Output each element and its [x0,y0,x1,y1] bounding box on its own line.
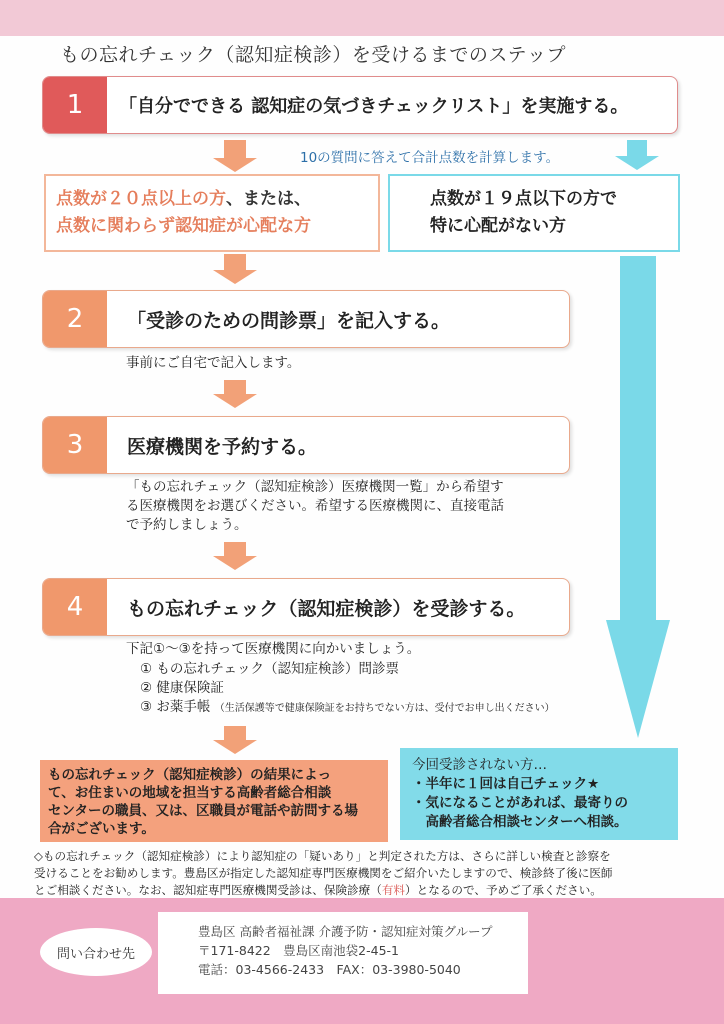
step-2-number: 2 [43,291,107,347]
branch-right-box [388,174,680,252]
step-3-note-line: 「もの忘れチェック（認知症検診）医療機関一覧」から希望す [126,479,504,495]
step-1-number: 1 [43,77,107,133]
branch-right-line2: 特に心配がない方 [430,216,566,236]
arrow-head [213,556,257,570]
branch-left-strong: 点数が２０点以上の方 [56,189,226,209]
footnote [34,848,704,899]
footnote-line: 受けることをお勧めします。豊島区が指定した認知症専門医療機関をご紹介いたしますので、検診終了後に医師 [34,866,613,880]
footnote-line: ◇もの忘れチェック（認知症検診）により認知症の「疑いあり」と判定された方は、さらに詳しい検査と診察を [34,849,611,863]
item-note: （生活保護等で健康保険証をお持ちでない方は、受付でお申し出ください） [214,703,555,714]
branch-left-rest: 、または、 [226,189,311,209]
branch-left-box [44,174,380,252]
result-line: 合がございます。 [48,821,155,837]
result-line: センターの職員、又は、区職員が電話や訪問する場 [48,803,358,819]
result-line: もの忘れチェック（認知症検診）の結果によっ [48,767,332,783]
step-4-number: 4 [43,579,107,635]
contact-label-bubble [40,928,152,976]
arrow-head [213,270,257,284]
step-2-box [42,290,570,348]
step-3-note [126,478,566,535]
item-mark: ③ [140,699,153,715]
top-band [0,0,724,36]
contact-label: 問い合わせ先 [56,946,135,962]
branch-right-line1: 点数が１９点以下の方で [430,189,617,209]
step-3-note-line: る医療機関をお選びください。希望する医療機関に、直接電話 [126,498,504,514]
no-exam-bullet: ・半年に１回は自己チェック★ [412,776,600,792]
no-exam-bullet: ・気になることがあれば、最寄りの [412,795,628,811]
step-3-number: 3 [43,417,107,473]
page-title: もの忘れチェック（認知症検診）を受けるまでのステップ [60,44,567,66]
paid-label: 有料 [381,883,406,897]
step-4-items [140,660,610,718]
cyan-arrow-stem [627,140,647,156]
step-4-intro: 下記①～③を持って医療機関に向かいましょう。 [126,641,421,657]
step-3-text: 医療機関を予約する。 [127,435,318,458]
calc-note: 10の質問に答えて合計点数を計算します。 [300,150,560,166]
cyan-arrow-head [615,156,659,170]
step-2-note: 事前にご自宅で記入します。 [126,355,301,371]
step-1-box [42,76,678,134]
item-mark: ① [140,661,153,677]
step-4-text: もの忘れチェック（認知症検診）を受診する。 [127,597,526,620]
no-exam-bullet: 高齢者総合相談センターへ相談。 [412,814,628,830]
result-box [40,760,388,842]
contact-card [158,912,528,994]
arrow-head [213,158,257,172]
contact-org: 豊島区 高齢者福祉課 介護予防・認知症対策グループ [198,924,493,939]
result-line: て、お住まいの地域を担当する高齢者総合相談 [48,785,332,801]
cyan-long-arrow-head [606,620,670,738]
arrow-stem [224,542,246,556]
arrow-stem [224,726,246,740]
step-3-note-line: で予約しましょう。 [126,517,248,533]
arrow-head [213,740,257,754]
step-1-text: 「自分でできる 認知症の気づきチェックリスト」を実施する。 [119,96,629,117]
item-label: 健康保険証 [156,680,224,696]
arrow-stem [224,254,246,270]
contact-address: 〒171-8422 豊島区南池袋2-45-1 [198,943,400,958]
item-label: もの忘れチェック（認知症検診）問診票 [156,661,400,677]
no-exam-box [400,748,678,840]
step-2-text: 「受診のための問診票」を記入する。 [127,309,451,332]
no-exam-heading: 今回受診されない方… [412,757,547,773]
cyan-long-arrow-stem [620,256,656,622]
arrow-head [213,394,257,408]
contact-phone: 電話：03-4566-2433 FAX：03-3980-5040 [198,962,461,977]
item-mark: ② [140,680,153,696]
arrow-stem [224,380,246,394]
step-3-box [42,416,570,474]
arrow-stem [224,140,246,158]
footnote-line: ）となるので、予めご了承ください。 [405,883,602,897]
item-label: お薬手帳 [156,699,211,715]
branch-left-line2: 点数に関わらず認知症が心配な方 [56,216,311,236]
step-4-box [42,578,570,636]
footnote-line: とご相談ください。なお、認知症専門医療機関受診は、保険診療（ [34,883,382,897]
